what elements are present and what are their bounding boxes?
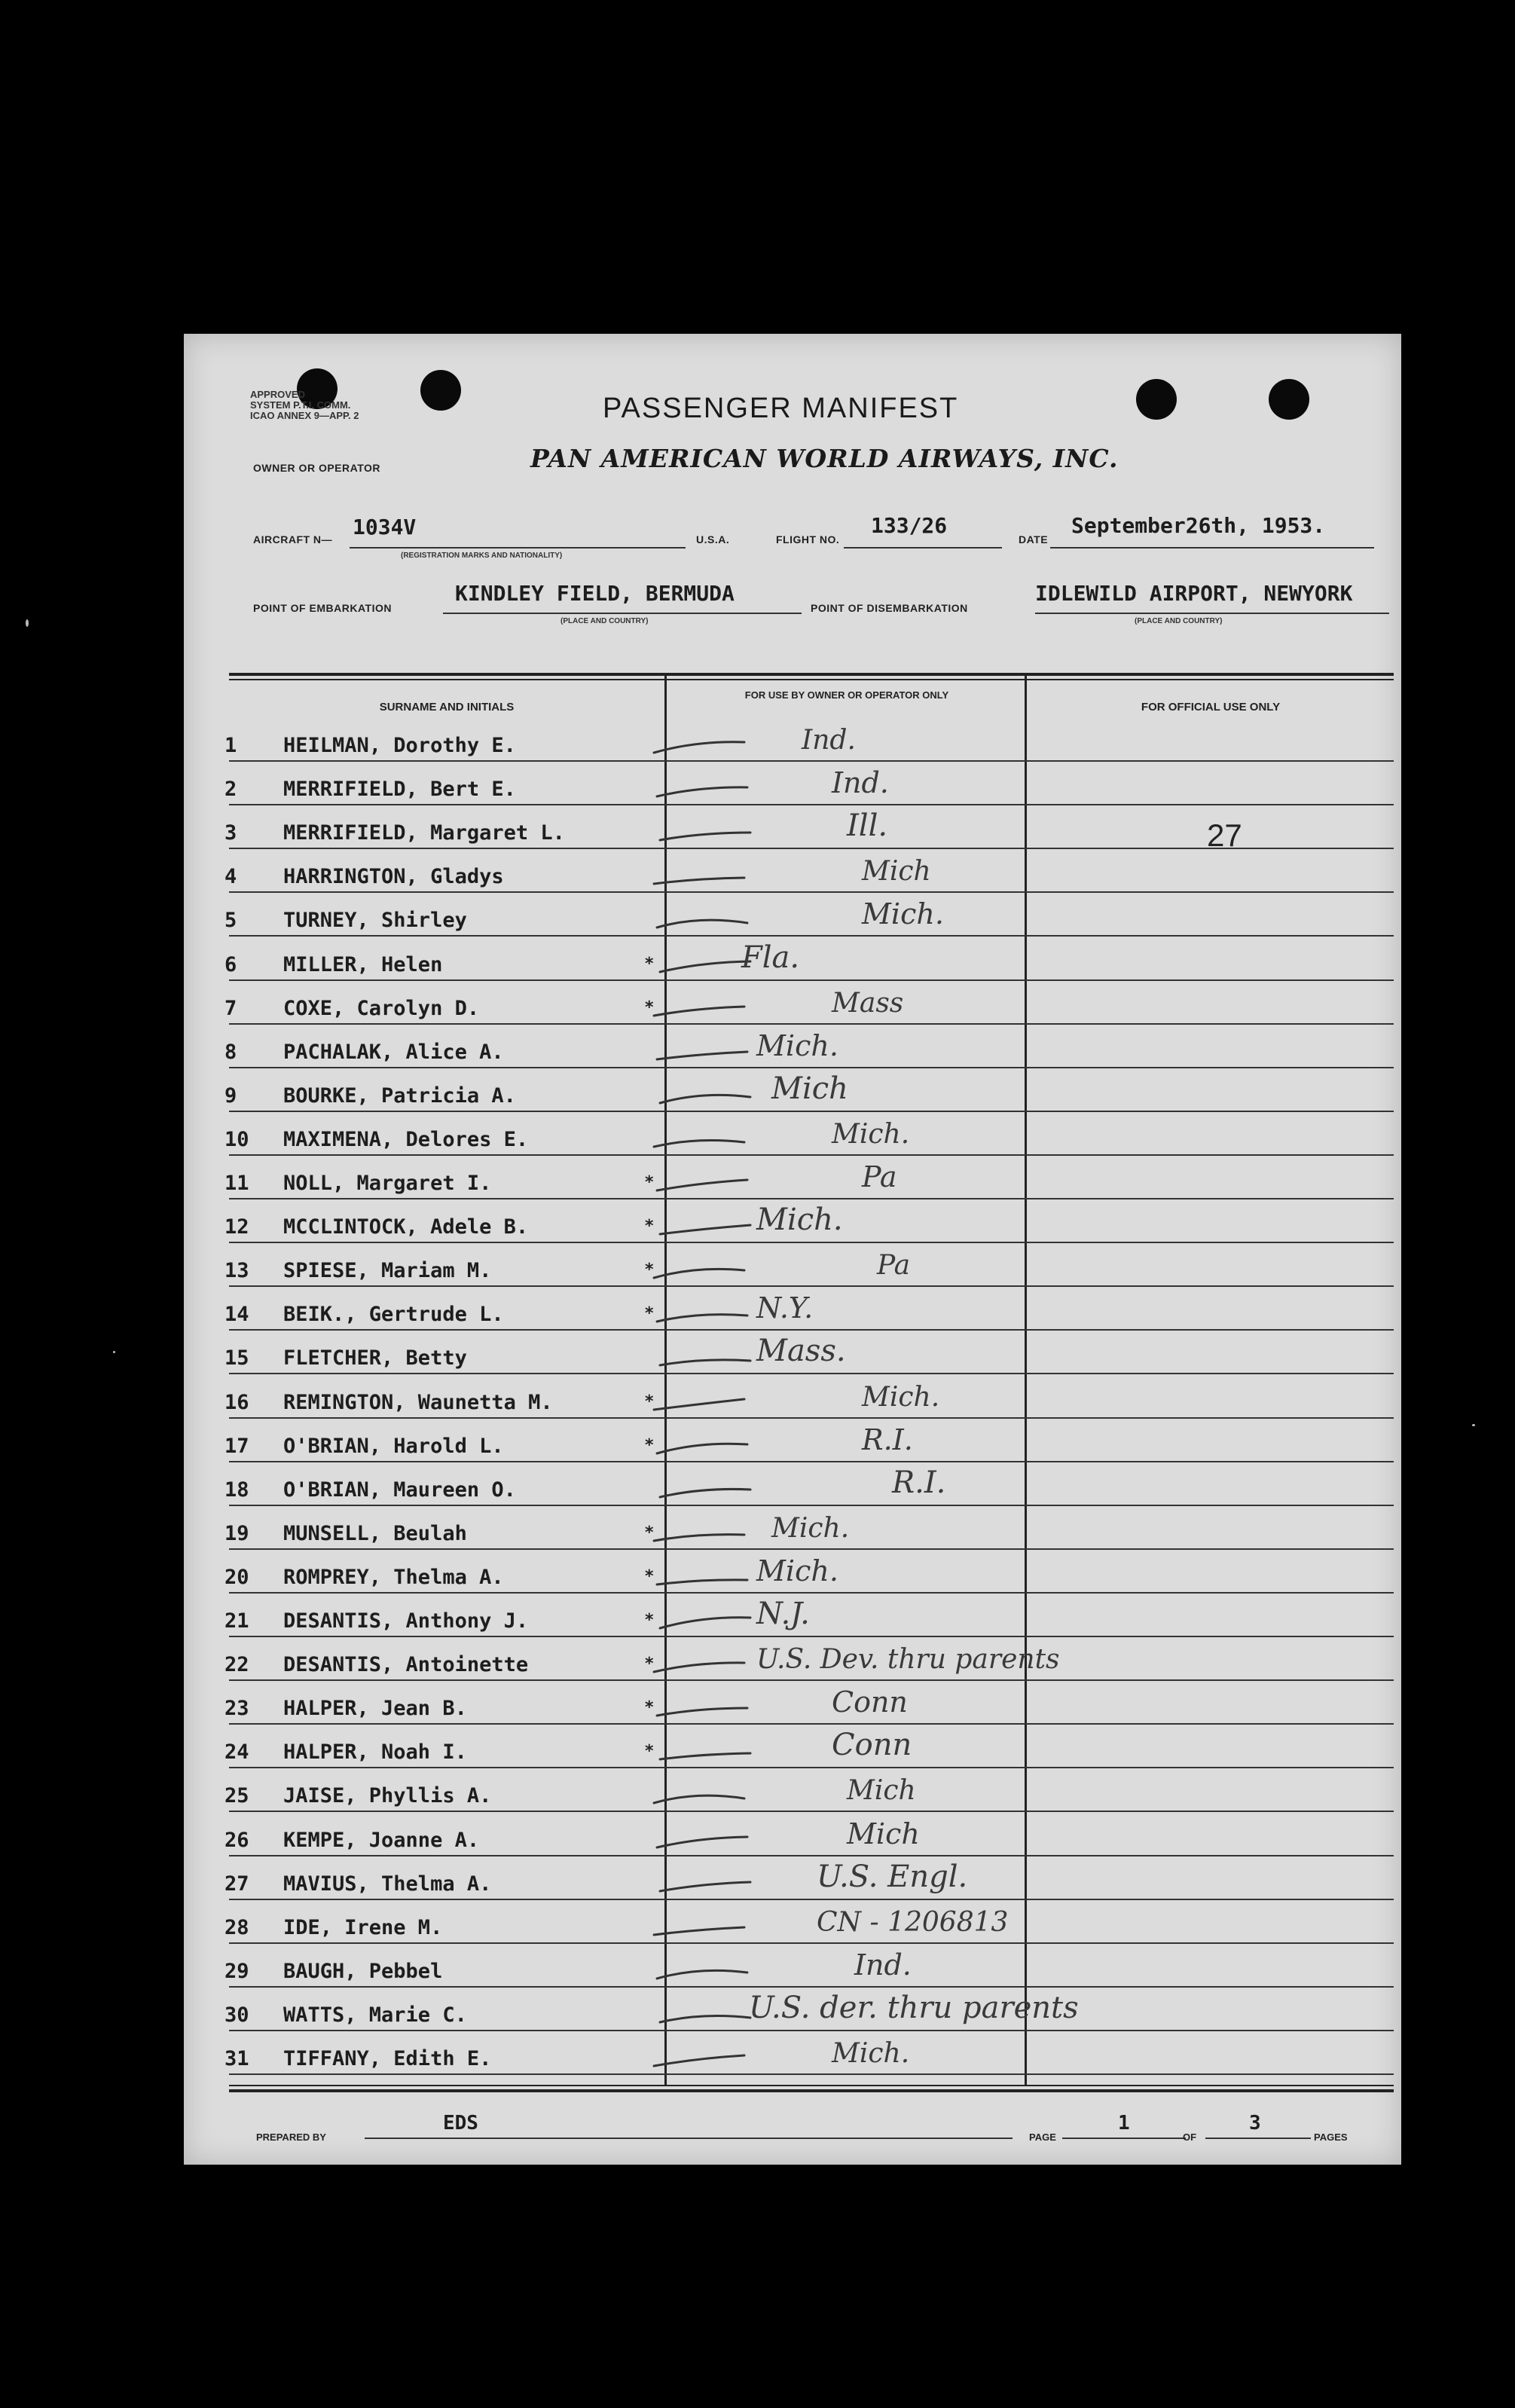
row-number: 16 <box>225 1390 249 1414</box>
table-row <box>225 1287 1394 1331</box>
row-number: 27 <box>225 1872 249 1896</box>
table-row <box>225 1988 1394 2031</box>
table-top-rule <box>229 673 1394 676</box>
passenger-name: ROMPREY, Thelma A. <box>283 1565 504 1589</box>
passenger-name: SPIESE, Mariam M. <box>283 1259 492 1283</box>
row-number: 5 <box>225 909 237 933</box>
row-asterisk: * <box>645 1392 654 1411</box>
table-row <box>225 1068 1394 1112</box>
passenger-name: TURNEY, Shirley <box>283 909 467 933</box>
handwritten-note: Pa <box>862 1160 897 1193</box>
handwritten-note: Pa <box>877 1250 911 1282</box>
table-row <box>225 981 1394 1025</box>
flight-value: 133/26 <box>871 513 948 538</box>
table-bottom-rule <box>229 2089 1394 2092</box>
handwritten-note: Ill. <box>847 808 888 844</box>
prepared-underline <box>365 2138 1013 2139</box>
approval-line: SYSTEM P.T.I. COMM. <box>250 399 351 411</box>
row-asterisk: * <box>645 1611 654 1630</box>
handwritten-dash <box>651 1649 749 1679</box>
disembark-value: IDLEWILD AIRPORT, NEWYORK <box>1035 581 1353 606</box>
row-asterisk: * <box>645 1304 654 1324</box>
passenger-name: MUNSELL, Beulah <box>283 1521 467 1545</box>
page-value: 1 <box>1118 2112 1130 2135</box>
handwritten-note: Mich. <box>832 1118 910 1150</box>
passenger-name: BAUGH, Pebbel <box>283 1959 443 1983</box>
aircraft-value: 1034V <box>353 515 417 539</box>
handwritten-note: Ind. <box>832 766 889 800</box>
handwritten-note: Mich. <box>832 2038 910 2069</box>
scan-speck <box>26 619 29 627</box>
handwritten-dash <box>654 1431 752 1461</box>
row-number: 20 <box>225 1565 249 1589</box>
disembark-label: POINT OF DISEMBARKATION <box>811 602 968 614</box>
date-value: September26th, 1953. <box>1071 513 1326 538</box>
handwritten-note: Mich. <box>756 1554 838 1588</box>
passenger-name: IDE, Irene M. <box>283 1915 443 1939</box>
flight-label: FLIGHT NO. <box>776 533 840 545</box>
of-label: OF <box>1183 2131 1197 2143</box>
embark-underline <box>443 613 802 614</box>
surname-column-header: SURNAME AND INITIALS <box>379 701 515 714</box>
handwritten-dash <box>651 1518 749 1548</box>
passenger-name: FLETCHER, Betty <box>283 1346 467 1371</box>
handwritten-note: Mich. <box>862 897 944 931</box>
of-underline <box>1205 2138 1311 2139</box>
handwritten-note: Mich. <box>771 1512 850 1544</box>
handwritten-dash <box>654 1825 752 1855</box>
handwritten-dash <box>657 1737 755 1767</box>
approval-line: APPROVED <box>250 389 305 400</box>
handwritten-dash <box>657 1869 755 1899</box>
table-row <box>225 1944 1394 1988</box>
handwritten-dash <box>654 774 752 804</box>
passenger-name: DESANTIS, Antoinette <box>283 1653 529 1677</box>
handwritten-note: Mich <box>847 1775 916 1807</box>
passenger-name: MAXIMENA, Delores E. <box>283 1127 529 1151</box>
handwritten-note: Mich. <box>756 1028 838 1062</box>
row-number: 10 <box>225 1127 249 1151</box>
prepared-value: EDS <box>443 2112 478 2135</box>
handwritten-dash <box>651 993 749 1023</box>
row-number: 17 <box>225 1434 249 1458</box>
row-number: 15 <box>225 1346 249 1371</box>
table-row <box>225 1025 1394 1068</box>
handwritten-dash <box>651 1124 749 1154</box>
row-number: 14 <box>225 1303 249 1327</box>
row-asterisk: * <box>645 1173 654 1192</box>
official-count: 27 <box>1207 817 1242 853</box>
row-number: 22 <box>225 1653 249 1677</box>
handwritten-note: Conn <box>832 1685 908 1719</box>
punch-hole <box>1269 379 1309 420</box>
form-title: PASSENGER MANIFEST <box>603 393 959 424</box>
handwritten-note: Mich <box>847 1817 920 1850</box>
aircraft-label: AIRCRAFT N— <box>253 533 333 545</box>
pages-label: PAGES <box>1314 2131 1348 2143</box>
passenger-name: REMINGTON, Waunetta M. <box>283 1390 553 1414</box>
passenger-name: NOLL, Margaret I. <box>283 1172 492 1195</box>
handwritten-dash <box>654 1562 752 1592</box>
passenger-name: HARRINGTON, Gladys <box>283 865 504 889</box>
scan-speck <box>113 1351 115 1353</box>
table-bottom-rule <box>229 2085 1394 2086</box>
embark-label: POINT OF EMBARKATION <box>253 602 392 614</box>
row-asterisk: * <box>645 1261 654 1280</box>
registration-note: (REGISTRATION MARKS AND NATIONALITY) <box>401 552 563 560</box>
approval-note <box>250 390 359 421</box>
table-row <box>225 762 1394 805</box>
row-asterisk: * <box>645 1566 654 1586</box>
row-asterisk: * <box>645 954 654 973</box>
date-underline <box>1050 547 1374 549</box>
handwritten-dash <box>654 1168 752 1198</box>
aircraft-underline <box>350 547 686 549</box>
row-asterisk: * <box>645 1698 654 1718</box>
handwritten-dash <box>657 817 755 848</box>
handwritten-dash <box>651 1912 749 1942</box>
row-number: 2 <box>225 778 237 802</box>
table-row <box>225 1768 1394 1812</box>
table-row <box>225 1506 1394 1550</box>
row-number: 26 <box>225 1828 249 1852</box>
passenger-name: JAISE, Phyllis A. <box>283 1784 492 1808</box>
table-row <box>225 1419 1394 1462</box>
row-number: 7 <box>225 996 237 1020</box>
passenger-name: O'BRIAN, Harold L. <box>283 1434 504 1458</box>
handwritten-dash <box>651 1780 749 1811</box>
row-rule <box>229 2073 1394 2075</box>
table-row <box>225 1199 1394 1243</box>
passenger-name: HALPER, Noah I. <box>283 1740 467 1765</box>
row-number: 31 <box>225 2047 249 2070</box>
passenger-name: BEIK., Gertrude L. <box>283 1303 504 1327</box>
row-asterisk: * <box>645 1523 654 1542</box>
passenger-name: WATTS, Marie C. <box>283 2003 467 2027</box>
handwritten-dash <box>654 1037 752 1067</box>
table-row <box>225 893 1394 937</box>
row-number: 1 <box>225 734 237 757</box>
handwritten-dash <box>657 1606 755 1636</box>
handwritten-note: U.S. der. thru parents <box>749 1990 1079 2025</box>
table-row <box>225 937 1394 981</box>
flight-underline <box>844 547 1002 549</box>
disembark-underline <box>1035 613 1389 614</box>
handwritten-dash <box>657 1343 755 1373</box>
table-row <box>225 1900 1394 1944</box>
of-value: 3 <box>1249 2112 1261 2135</box>
handwritten-note: N.Y. <box>756 1291 814 1325</box>
passenger-name: PACHALAK, Alice A. <box>283 1040 504 1064</box>
row-number: 28 <box>225 1915 249 1939</box>
handwritten-dash <box>654 1299 752 1329</box>
official-column-header: FOR OFFICIAL USE ONLY <box>1141 701 1281 714</box>
row-number: 29 <box>225 1959 249 1983</box>
passenger-name: MAVIUS, Thelma A. <box>283 1872 492 1896</box>
handwritten-dash <box>654 1956 752 1986</box>
page-underline <box>1062 2138 1186 2139</box>
passenger-name: MERRIFIELD, Bert E. <box>283 778 516 802</box>
table-row <box>225 1550 1394 1594</box>
punch-hole <box>1136 379 1177 420</box>
handwritten-dash <box>654 1693 752 1723</box>
prepared-label: PREPARED BY <box>256 2131 326 2143</box>
passenger-name: BOURKE, Patricia A. <box>283 1083 516 1108</box>
handwritten-note: Mich <box>862 856 931 888</box>
handwritten-dash <box>651 2043 749 2073</box>
row-asterisk: * <box>645 1655 654 1674</box>
owner-column-header: FOR USE BY OWNER OR OPERATOR ONLY <box>744 689 949 701</box>
row-number: 24 <box>225 1740 249 1765</box>
handwritten-note: Fla. <box>741 940 800 975</box>
passenger-name: TIFFANY, Edith E. <box>283 2047 492 2070</box>
row-number: 21 <box>225 1609 249 1633</box>
table-row <box>225 1375 1394 1419</box>
table-row <box>225 1243 1394 1287</box>
passenger-name: MILLER, Helen <box>283 952 443 976</box>
table-row <box>225 718 1394 762</box>
handwritten-dash <box>657 949 755 979</box>
table-row <box>225 1331 1394 1374</box>
table-row <box>225 1681 1394 1725</box>
table-row <box>225 1462 1394 1506</box>
handwritten-note: Mich. <box>862 1381 940 1413</box>
embark-value: KINDLEY FIELD, BERMUDA <box>455 581 735 606</box>
row-number: 23 <box>225 1697 249 1721</box>
table-row <box>225 1856 1394 1900</box>
date-label: DATE <box>1019 533 1049 545</box>
row-number: 19 <box>225 1521 249 1545</box>
punch-hole <box>420 370 461 411</box>
table-row <box>225 2031 1394 2075</box>
handwritten-dash <box>657 1212 755 1242</box>
passenger-name: MERRIFIELD, Margaret L. <box>283 821 565 845</box>
passenger-name: HALPER, Jean B. <box>283 1697 467 1721</box>
row-number: 13 <box>225 1259 249 1283</box>
passenger-name: HEILMAN, Dorothy E. <box>283 734 516 757</box>
usa-label: U.S.A. <box>696 533 730 545</box>
table-row <box>225 1813 1394 1856</box>
passenger-name: COXE, Carolyn D. <box>283 996 480 1020</box>
page-label: PAGE <box>1029 2131 1056 2143</box>
row-number: 30 <box>225 2003 249 2027</box>
handwritten-note: R.I. <box>892 1465 946 1500</box>
row-number: 3 <box>225 821 237 845</box>
handwritten-note: Ind. <box>802 725 856 756</box>
handwritten-note: U.S. Dev. thru parents <box>756 1644 1060 1676</box>
handwritten-dash <box>651 730 749 760</box>
handwritten-note: U.S. Engl. <box>817 1859 968 1894</box>
handwritten-dash <box>651 1387 749 1417</box>
passenger-name: KEMPE, Joanne A. <box>283 1828 480 1852</box>
row-asterisk: * <box>645 1742 654 1762</box>
row-asterisk: * <box>645 998 654 1017</box>
handwritten-note: Conn <box>832 1728 912 1763</box>
handwritten-note: Mich. <box>756 1202 843 1238</box>
row-number: 18 <box>225 1477 249 1502</box>
handwritten-note: N.J. <box>756 1597 810 1631</box>
handwritten-note: Ind. <box>854 1948 912 1982</box>
disembark-place-note: (PLACE AND COUNTRY) <box>1135 617 1223 625</box>
row-number: 6 <box>225 952 237 976</box>
table-row <box>225 1156 1394 1199</box>
handwritten-dash <box>657 2000 755 2030</box>
passenger-manifest-form <box>184 334 1401 2165</box>
table-row <box>225 849 1394 893</box>
row-asterisk: * <box>645 1435 654 1455</box>
handwritten-dash <box>654 905 752 935</box>
table-row <box>225 1594 1394 1637</box>
embark-place-note: (PLACE AND COUNTRY) <box>560 617 649 625</box>
row-number: 12 <box>225 1215 249 1239</box>
passenger-name: MCCLINTOCK, Adele B. <box>283 1215 529 1239</box>
handwritten-dash <box>657 1080 755 1111</box>
scan-speck <box>1472 1424 1475 1426</box>
handwritten-dash <box>657 1474 755 1505</box>
handwritten-note: R.I. <box>862 1422 913 1456</box>
row-number: 11 <box>225 1172 249 1195</box>
operator-name: PAN AMERICAN WORLD AIRWAYS, INC. <box>530 444 1119 473</box>
table-row <box>225 1637 1394 1681</box>
row-number: 4 <box>225 865 237 889</box>
owner-label: OWNER OR OPERATOR <box>253 462 380 474</box>
row-asterisk: * <box>645 1217 654 1236</box>
row-number: 8 <box>225 1040 237 1064</box>
approval-line: ICAO ANNEX 9—APP. 2 <box>250 410 359 421</box>
passenger-name: DESANTIS, Anthony J. <box>283 1609 529 1633</box>
handwritten-note: Mich <box>771 1071 848 1106</box>
row-number: 25 <box>225 1784 249 1808</box>
table-row <box>225 1112 1394 1156</box>
handwritten-dash <box>651 861 749 891</box>
table-row <box>225 1725 1394 1768</box>
handwritten-note: Mass. <box>756 1334 846 1369</box>
table-top-rule <box>229 679 1394 680</box>
handwritten-note: CN - 1206813 <box>817 1906 1009 1938</box>
passenger-name: O'BRIAN, Maureen O. <box>283 1477 516 1502</box>
handwritten-note: Mass <box>832 987 904 1019</box>
handwritten-dash <box>651 1255 749 1285</box>
row-number: 9 <box>225 1083 237 1108</box>
